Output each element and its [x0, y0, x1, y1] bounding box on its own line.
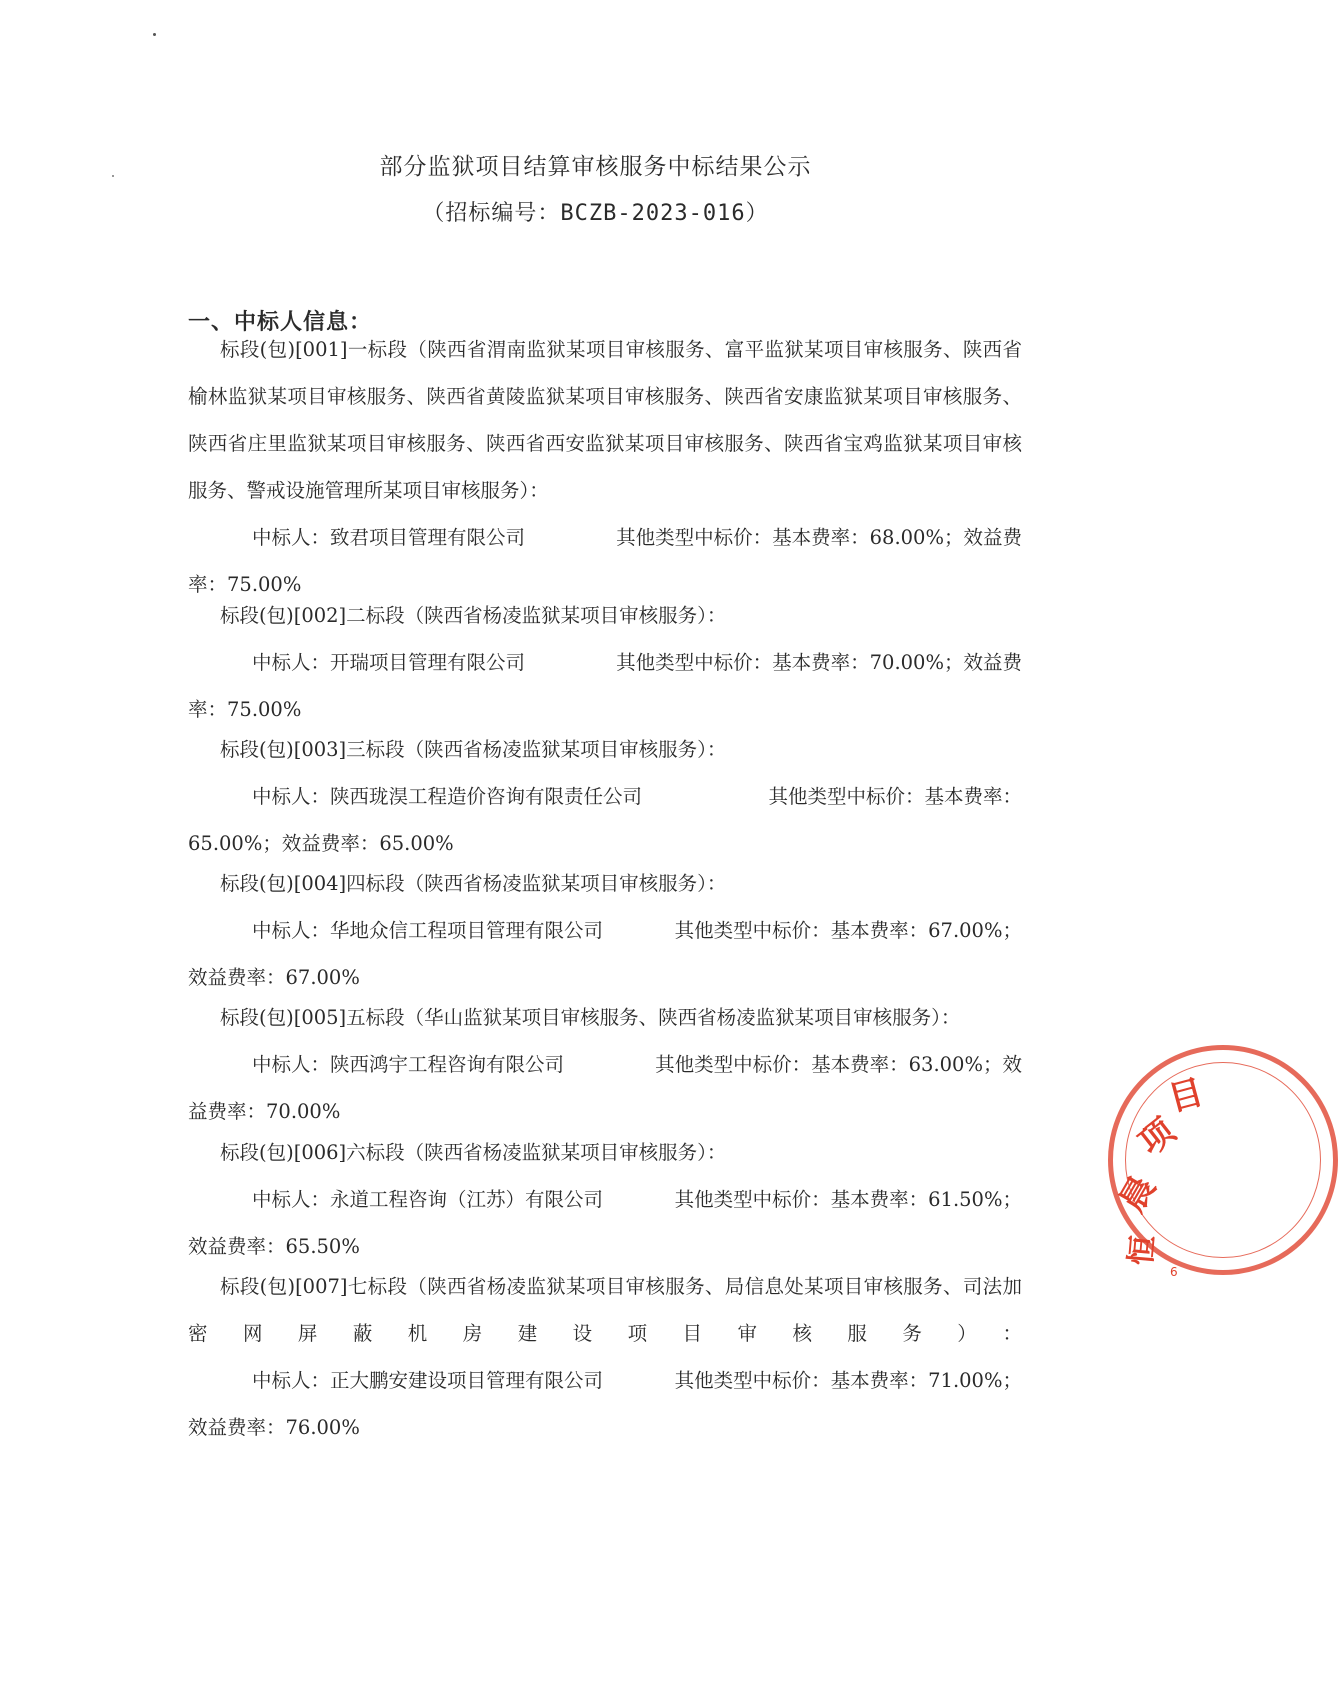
- seal-char: 目: [1164, 1072, 1208, 1120]
- winner-price: 其他类型中标价：基本费率：70.00%；效益费: [616, 651, 1022, 674]
- winner-price: 其他类型中标价：基本费率：68.00%；效益费: [616, 526, 1022, 549]
- winner-price: 其他类型中标价：基本费率：63.00%；效: [655, 1053, 1022, 1076]
- winner-price: 其他类型中标价：基本费率：61.50%；: [674, 1188, 1022, 1211]
- lot-description: 标段(包)[003]三标段（陕西省杨凌监狱某项目审核服务）：: [220, 738, 727, 761]
- bid-number: （招标编号：BCZB-2023-016）: [422, 201, 769, 226]
- lot-description: 标段(包)[005]五标段（华山监狱某项目审核服务、陕西省杨凌监狱某项目审核服务）：: [220, 1006, 961, 1029]
- winner-name: 中标人：永道工程咨询（江苏）有限公司: [252, 1188, 604, 1211]
- winner-price-cont: 益费率：70.00%: [188, 1100, 341, 1123]
- scan-speck: [153, 33, 156, 36]
- seal-char: 项: [1131, 1111, 1183, 1164]
- winner-info: [188, 1176, 1022, 1270]
- lot-block-006: [188, 1129, 1022, 1270]
- winner-name: 中标人：陕西鸿宇工程咨询有限公司: [252, 1053, 565, 1076]
- lot-description: 标段(包)[004]四标段（陕西省杨凌监狱某项目审核服务）：: [220, 872, 727, 895]
- lot-block-003: [188, 726, 1022, 867]
- winner-info: [188, 639, 1022, 733]
- winner-name: 中标人：致君项目管理有限公司: [252, 526, 526, 549]
- winner-name: 中标人：陕西珑淏工程造价咨询有限责任公司: [252, 785, 643, 808]
- winner-price-cont: 65.00%；效益费率：65.00%: [188, 832, 454, 855]
- lot-description: 标段(包)[006]六标段（陕西省杨凌监狱某项目审核服务）：: [220, 1141, 727, 1164]
- winner-info: [188, 1357, 1022, 1451]
- winner-info: [188, 907, 1022, 1001]
- lot-description: 标段(包)[001]一标段（陕西省渭南监狱某项目审核服务、富平监狱某项目审核服务、陕西省榆林监狱某项目审核服务、陕西省黄陵监狱某项目审核服务、陕西省安康监狱某项目审核服务、陕西省庄里监狱某项目审核服务、陕西省西安监狱某项目审核服务、陕西省宝鸡监狱某项目审核服务、警戒设施管理所某项目审核服务）：: [188, 338, 1022, 502]
- winner-name: 中标人：正大鹏安建设项目管理有限公司: [252, 1369, 604, 1392]
- seal-number: 6: [1170, 1265, 1178, 1279]
- lot-block-001: [188, 326, 1022, 608]
- lot-block-005: [188, 994, 1022, 1135]
- lot-block-007: [188, 1263, 1022, 1451]
- winner-name: 中标人：开瑞项目管理有限公司: [252, 651, 526, 674]
- section-heading: 一、中标人信息：: [188, 309, 373, 335]
- winner-price: 其他类型中标价：基本费率：71.00%；: [674, 1369, 1022, 1392]
- winner-info: [188, 1041, 1022, 1135]
- seal-char: 恒: [1123, 1233, 1162, 1267]
- lot-block-004: [188, 860, 1022, 1001]
- lot-description: 标段(包)[007]七标段（陕西省杨凌监狱某项目审核服务、局信息处某项目审核服务、司法加密网屏蔽机房建设项目审核服务）：: [188, 1275, 1022, 1345]
- winner-info: [188, 773, 1022, 867]
- winner-price-cont: 效益费率：76.00%: [188, 1416, 360, 1439]
- winner-price-cont: 效益费率：65.50%: [188, 1235, 360, 1258]
- winner-price: 其他类型中标价：基本费率：67.00%；: [674, 919, 1022, 942]
- lot-description: 标段(包)[002]二标段（陕西省杨凌监狱某项目审核服务）：: [220, 604, 727, 627]
- document-title: 部分监狱项目结算审核服务中标结果公示: [379, 154, 812, 180]
- winner-price: 其他类型中标价：基本费率：: [768, 785, 1022, 808]
- winner-price-cont: 率：75.00%: [188, 698, 302, 721]
- seal-char: 晨: [1112, 1169, 1164, 1219]
- winner-name: 中标人：华地众信工程项目管理有限公司: [252, 919, 604, 942]
- winner-price-cont: 率：75.00%: [188, 573, 302, 596]
- winner-price-cont: 效益费率：67.00%: [188, 966, 360, 989]
- lot-block-002: [188, 592, 1022, 733]
